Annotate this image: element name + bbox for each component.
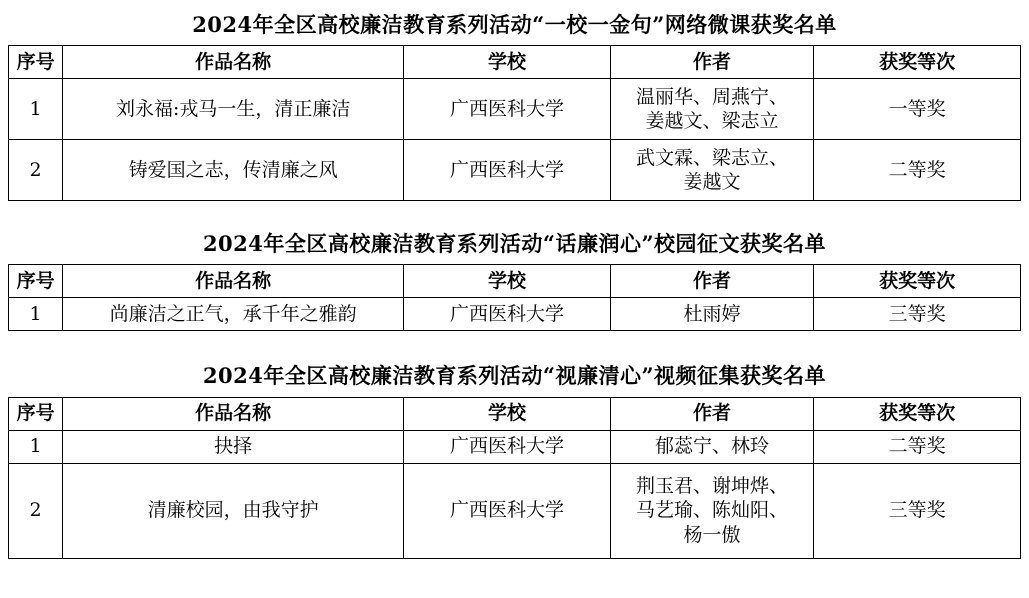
cell-no: 2 — [9, 140, 63, 201]
table-row — [9, 140, 1021, 201]
author-line: 温丽华、周燕宁、 — [636, 85, 789, 108]
column-header-school: 学校 — [404, 397, 611, 430]
cell-work: 尚廉洁之正气，承千年之雅韵 — [63, 298, 404, 331]
cell-work: 抉择 — [63, 430, 404, 463]
column-header-no: 序号 — [9, 265, 63, 298]
column-header-work: 作品名称 — [63, 397, 404, 430]
cell-no: 1 — [9, 79, 63, 140]
column-header-author: 作者 — [610, 397, 814, 430]
cell-author — [610, 463, 814, 558]
award-section-1 — [0, 12, 1029, 201]
document-page — [0, 12, 1029, 598]
author-line: 武文霖、梁志立、 — [636, 146, 789, 169]
cell-no: 1 — [9, 430, 63, 463]
author-line: 杨一傲 — [683, 523, 741, 546]
column-header-level: 获奖等次 — [814, 265, 1021, 298]
column-header-work: 作品名称 — [63, 46, 404, 79]
award-table-3 — [8, 397, 1021, 559]
award-section-2 — [0, 231, 1029, 331]
author-line: 郁蕊宁、林玲 — [655, 435, 770, 458]
column-header-school: 学校 — [404, 265, 611, 298]
column-header-work: 作品名称 — [63, 265, 404, 298]
cell-level: 一等奖 — [814, 79, 1021, 140]
cell-level: 三等奖 — [814, 298, 1021, 331]
column-header-level: 获奖等次 — [814, 397, 1021, 430]
section-title-2: 2024年全区高校廉洁教育系列活动“话廉润心”校园征文获奖名单 — [202, 231, 827, 257]
cell-level: 二等奖 — [814, 140, 1021, 201]
cell-author — [610, 79, 814, 140]
column-header-school: 学校 — [404, 46, 611, 79]
award-section-3 — [0, 363, 1029, 558]
author-line: 荆玉君、谢坤烨、 — [636, 475, 789, 498]
cell-no: 1 — [9, 298, 63, 331]
table-row — [9, 463, 1021, 558]
cell-author — [610, 430, 814, 463]
table-header-row — [9, 265, 1021, 298]
column-header-level: 获奖等次 — [814, 46, 1021, 79]
cell-author — [610, 140, 814, 201]
column-header-author: 作者 — [610, 46, 814, 79]
award-table-1 — [8, 45, 1021, 201]
cell-work: 铸爱国之志，传清廉之风 — [63, 140, 404, 201]
cell-work: 清廉校园，由我守护 — [63, 463, 404, 558]
author-line: 姜越文 — [683, 171, 741, 194]
cell-author — [610, 298, 814, 331]
author-line: 马艺瑜、陈灿阳、 — [636, 499, 789, 522]
cell-work: 刘永福:戎马一生，清正廉洁 — [63, 79, 404, 140]
table-header-row — [9, 46, 1021, 79]
section-title-3: 2024年全区高校廉洁教育系列活动“视廉清心”视频征集获奖名单 — [202, 363, 827, 389]
author-line: 姜越文、梁志立 — [645, 110, 779, 133]
cell-school: 广西医科大学 — [404, 298, 611, 331]
cell-no: 2 — [9, 463, 63, 558]
column-header-no: 序号 — [9, 397, 63, 430]
table-row — [9, 79, 1021, 140]
cell-school: 广西医科大学 — [404, 140, 611, 201]
column-header-author: 作者 — [610, 265, 814, 298]
table-row — [9, 298, 1021, 331]
section-title-1: 2024年全区高校廉洁教育系列活动“一校一金句”网络微课获奖名单 — [192, 12, 837, 37]
author-line: 杜雨婷 — [683, 303, 741, 326]
column-header-no: 序号 — [9, 46, 63, 79]
table-header-row — [9, 397, 1021, 430]
cell-school: 广西医科大学 — [404, 430, 611, 463]
table-row — [9, 430, 1021, 463]
cell-level: 三等奖 — [814, 463, 1021, 558]
award-table-2 — [8, 264, 1021, 331]
cell-level: 二等奖 — [814, 430, 1021, 463]
cell-school: 广西医科大学 — [404, 79, 611, 140]
cell-school: 广西医科大学 — [404, 463, 611, 558]
